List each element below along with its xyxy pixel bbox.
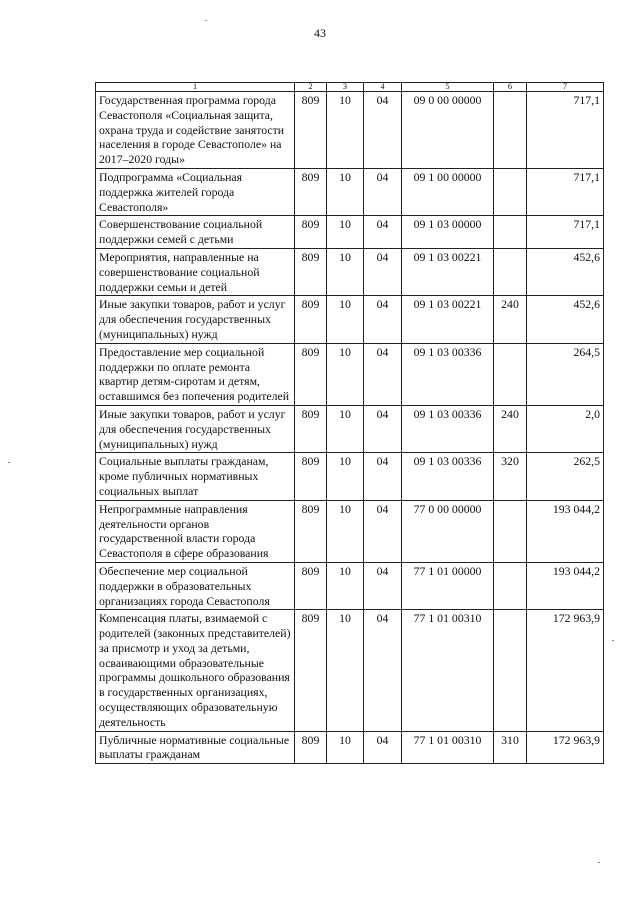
row-section-cell: 10 [327, 343, 364, 405]
row-amount-cell: 172 963,9 [527, 731, 604, 764]
row-subsection-cell: 04 [364, 296, 402, 343]
row-subsection-cell: 04 [364, 453, 402, 500]
row-code-cell: 809 [295, 731, 327, 764]
row-subsection-cell: 04 [364, 562, 402, 609]
table-row [96, 248, 604, 295]
row-amount-cell: 717,1 [527, 92, 604, 169]
row-code-cell: 809 [295, 343, 327, 405]
row-name-cell: Социальные выплаты гражданам, кроме публичных нормативных социальных выплат [96, 453, 295, 500]
row-target-article-cell: 77 1 01 00000 [402, 562, 494, 609]
row-expense-type-cell [494, 500, 527, 562]
row-section-cell: 10 [327, 731, 364, 764]
row-name-cell: Иные закупки товаров, работ и услуг для обеспечения государственных (муниципальных) нужд [96, 405, 295, 452]
row-expense-type-cell: 310 [494, 731, 527, 764]
row-amount-cell: 193 044,2 [527, 500, 604, 562]
header-cell: 4 [364, 83, 402, 92]
row-code-cell: 809 [295, 248, 327, 295]
row-subsection-cell: 04 [364, 92, 402, 169]
row-section-cell: 10 [327, 610, 364, 731]
row-expense-type-cell [494, 92, 527, 169]
row-subsection-cell: 04 [364, 731, 402, 764]
row-amount-cell: 452,6 [527, 248, 604, 295]
table-row [96, 731, 604, 764]
row-subsection-cell: 04 [364, 405, 402, 452]
row-subsection-cell: 04 [364, 610, 402, 731]
scan-speck [598, 862, 600, 863]
row-name-cell: Государственная программа города Севастополя «Социальная защита, охрана труда и содействие занятости населения в городе Севастополе» на 2017–2020 годы» [96, 92, 295, 169]
row-expense-type-cell [494, 343, 527, 405]
row-code-cell: 809 [295, 562, 327, 609]
row-amount-cell: 2,0 [527, 405, 604, 452]
header-cell: 7 [527, 83, 604, 92]
table-row [96, 216, 604, 249]
row-target-article-cell: 09 1 03 00336 [402, 405, 494, 452]
row-name-cell: Публичные нормативные социальные выплаты гражданам [96, 731, 295, 764]
row-amount-cell: 172 963,9 [527, 610, 604, 731]
row-amount-cell: 717,1 [527, 216, 604, 249]
row-target-article-cell: 09 1 03 00221 [402, 296, 494, 343]
header-cell: 6 [494, 83, 527, 92]
row-code-cell: 809 [295, 216, 327, 249]
row-target-article-cell: 09 1 03 00336 [402, 343, 494, 405]
row-code-cell: 809 [295, 500, 327, 562]
row-code-cell: 809 [295, 610, 327, 731]
row-section-cell: 10 [327, 453, 364, 500]
row-code-cell: 809 [295, 296, 327, 343]
table-row [96, 296, 604, 343]
row-name-cell: Подпрограмма «Социальная поддержка жителей города Севастополя» [96, 168, 295, 215]
row-section-cell: 10 [327, 248, 364, 295]
table-row [96, 168, 604, 215]
table-row [96, 610, 604, 731]
row-section-cell: 10 [327, 216, 364, 249]
row-code-cell: 809 [295, 405, 327, 452]
row-name-cell: Мероприятия, направленные на совершенствование социальной поддержки семьи и детей [96, 248, 295, 295]
table-header-row [96, 83, 604, 92]
row-subsection-cell: 04 [364, 168, 402, 215]
row-section-cell: 10 [327, 562, 364, 609]
header-cell: 2 [295, 83, 327, 92]
scan-speck [612, 640, 614, 641]
page-number: 43 [314, 26, 326, 40]
table-row [96, 92, 604, 169]
row-subsection-cell: 04 [364, 500, 402, 562]
row-expense-type-cell [494, 248, 527, 295]
row-name-cell: Совершенствование социальной поддержки семей с детьми [96, 216, 295, 249]
row-section-cell: 10 [327, 296, 364, 343]
row-subsection-cell: 04 [364, 216, 402, 249]
row-amount-cell: 262,5 [527, 453, 604, 500]
table-row [96, 453, 604, 500]
row-target-article-cell: 09 1 03 00000 [402, 216, 494, 249]
row-name-cell: Обеспечение мер социальной поддержки в образовательных организациях города Севастополя [96, 562, 295, 609]
row-code-cell: 809 [295, 92, 327, 169]
row-target-article-cell: 09 1 03 00336 [402, 453, 494, 500]
row-code-cell: 809 [295, 168, 327, 215]
row-section-cell: 10 [327, 405, 364, 452]
row-amount-cell: 193 044,2 [527, 562, 604, 609]
row-name-cell: Предоставление мер социальной поддержки по оплате ремонта квартир детям-сиротам и детям, оставшимся без попечения родителей [96, 343, 295, 405]
scan-speck [8, 462, 10, 463]
row-code-cell: 809 [295, 453, 327, 500]
row-section-cell: 10 [327, 500, 364, 562]
row-amount-cell: 717,1 [527, 168, 604, 215]
row-amount-cell: 452,6 [527, 296, 604, 343]
header-cell: 3 [327, 83, 364, 92]
row-amount-cell: 264,5 [527, 343, 604, 405]
table-row [96, 562, 604, 609]
row-section-cell: 10 [327, 168, 364, 215]
row-target-article-cell: 09 0 00 00000 [402, 92, 494, 169]
row-expense-type-cell: 240 [494, 405, 527, 452]
scan-speck [205, 20, 207, 21]
row-section-cell: 10 [327, 92, 364, 169]
table-row [96, 500, 604, 562]
header-cell: 1 [96, 83, 295, 92]
row-expense-type-cell [494, 216, 527, 249]
row-expense-type-cell [494, 562, 527, 609]
table-row [96, 343, 604, 405]
row-target-article-cell: 77 1 01 00310 [402, 610, 494, 731]
row-target-article-cell: 09 1 03 00221 [402, 248, 494, 295]
row-name-cell: Компенсация платы, взимаемой с родителей (законных представителей) за присмотр и уход за детьми, осваивающими образовательные программы дошкольного образования в государственных организациях, осуществляющих образовательную деятельность [96, 610, 295, 731]
row-expense-type-cell: 320 [494, 453, 527, 500]
row-expense-type-cell [494, 168, 527, 215]
row-target-article-cell: 77 1 01 00310 [402, 731, 494, 764]
budget-table [95, 82, 604, 764]
row-subsection-cell: 04 [364, 343, 402, 405]
row-subsection-cell: 04 [364, 248, 402, 295]
table-row [96, 405, 604, 452]
header-cell: 5 [402, 83, 494, 92]
row-expense-type-cell: 240 [494, 296, 527, 343]
row-expense-type-cell [494, 610, 527, 731]
row-target-article-cell: 09 1 00 00000 [402, 168, 494, 215]
row-target-article-cell: 77 0 00 00000 [402, 500, 494, 562]
row-name-cell: Непрограммные направления деятельности органов государственной власти города Севастополя в сфере образования [96, 500, 295, 562]
row-name-cell: Иные закупки товаров, работ и услуг для обеспечения государственных (муниципальных) нужд [96, 296, 295, 343]
